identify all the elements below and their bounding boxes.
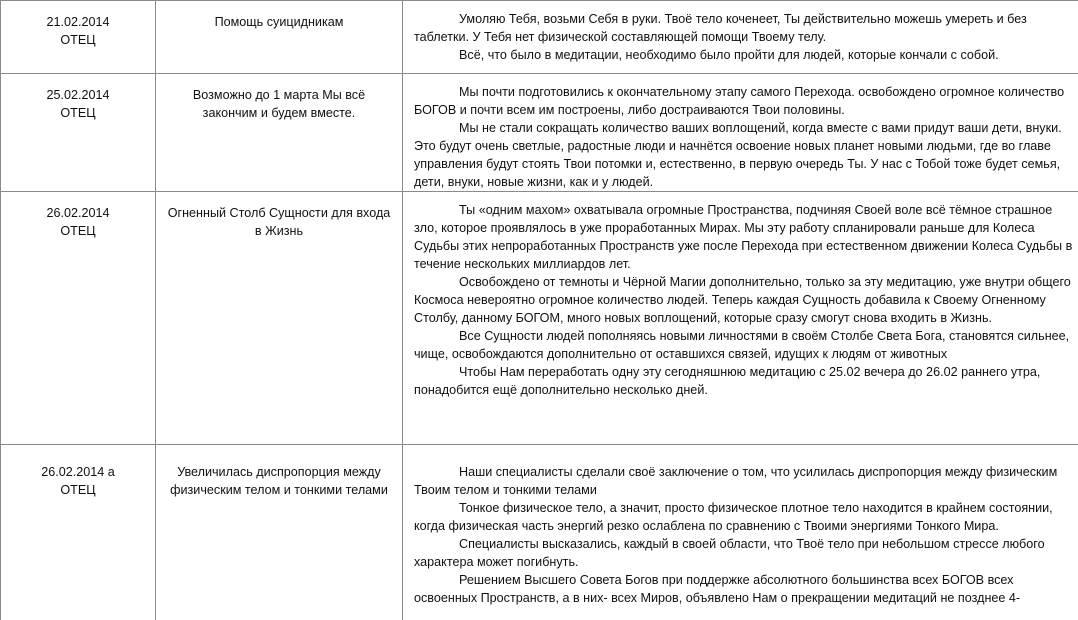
entry-author: ОТЕЦ (60, 224, 96, 238)
entry-date: 21.02.2014 (46, 15, 110, 29)
topic-cell (156, 1, 403, 74)
body-cell (403, 445, 1078, 620)
entry-topic: Возможно до 1 марта Мы всё закончим и будем вместе. (192, 88, 366, 120)
entry-paragraph: Освобождено от темноты и Чёрной Магии дополнительно, только за эту медитацию, уже внутри общего Космоса невероятно огромное количество людей. Теперь каждая Сущность добавила к Своему Огненному Столбу, данному БОГОМ, много новых воплощений, которые сразу смогут снова входить в Жизнь. (414, 275, 1071, 325)
entry-paragraph: Все Сущности людей пополняясь новыми личностями в своём Столбе Света Бога, становятся сильнее, чище, освобождаются дополнительно от оставшихся связей, идущих к людям от животных (414, 329, 1070, 361)
topic-cell (156, 74, 403, 192)
body-cell (403, 74, 1078, 192)
table-row (1, 445, 1078, 620)
entry-paragraph: Умоляю Тебя, возьми Себя в руки. Твоё тело коченеет, Ты действительно можешь умереть и без таблетки. У Тебя нет физической составляющей помощи Твоему телу. (414, 12, 1027, 44)
entry-author: ОТЕЦ (60, 483, 96, 497)
topic-cell (156, 192, 403, 445)
entry-topic: Помощь суицидникам (214, 15, 344, 29)
entry-paragraph: Наши специалисты сделали своё заключение о том, что усилилась диспропорция между физическим Твоим телом и тонкими телами (414, 465, 1058, 497)
date-cell (1, 1, 156, 74)
table-row (1, 1, 1078, 74)
body-cell (403, 192, 1078, 445)
entry-date: 25.02.2014 (46, 88, 110, 102)
entry-author: ОТЕЦ (60, 106, 96, 120)
topic-cell (156, 445, 403, 620)
entry-date: 26.02.2014 а (41, 465, 115, 479)
entry-paragraph: Чтобы Нам переработать одну эту сегодняшнюю медитацию с 25.02 вечера до 26.02 раннего утра, понадобится ещё дополнительно несколько дней. (414, 365, 1041, 397)
table-row (1, 192, 1078, 445)
entry-date: 26.02.2014 (46, 206, 110, 220)
date-cell (1, 192, 156, 445)
entry-paragraph: Тонкое физическое тело, а значит, просто физическое плотное тело находится в крайнем состоянии, когда физическая часть энергий резко ослаблена по сравнению с Твоими энергиями Тонкого Мира. (414, 501, 1053, 533)
entry-paragraph: Всё, что было в медитации, необходимо было пройти для людей, которые кончали с собой. (459, 48, 999, 62)
table-row (1, 74, 1078, 192)
body-cell (403, 1, 1078, 74)
entry-paragraph: Ты «одним махом» охватывала огромные Пространства, подчиняя Своей воле всё тёмное страшное зло, которое проявлялось в уже проработанных Мирах. Мы эту работу спланировали раньше для Колеса Судьбы этих непроработанных Пространств уже после Перехода при естественном движении Колеса Судьбы в течение нескольких миллиардов лет. (414, 203, 1073, 271)
entry-paragraph: Решением Высшего Совета Богов при поддержке абсолютного большинства всех БОГОВ всех освоенных Пространств, а в них- всех Миров, объявлено Нам о прекращении медитаций не позднее 4- (414, 573, 1021, 605)
date-cell (1, 445, 156, 620)
entry-author: ОТЕЦ (60, 33, 96, 47)
entry-topic: Огненный Столб Сущности для входа в Жизнь (167, 206, 391, 238)
entry-paragraph: Специалисты высказались, каждый в своей области, что Твоё тело при небольшом стрессе любого характера может погибнуть. (414, 537, 1045, 569)
entry-topic: Увеличилась диспропорция между физическим телом и тонкими телами (170, 465, 388, 497)
date-cell (1, 74, 156, 192)
entry-paragraph: Мы не стали сокращать количество ваших воплощений, когда вместе с вами придут ваши дети, внуки. Это будут очень светлые, радостные люди и начнётся освоение новых планет новыми людьми, где во главе управления будут стоять Твои потомки и, естественно, в первую очередь Ты. У нас с Тобой тоже будет семья, дети, внуки, новые жизни, как и у людей. (414, 121, 1062, 189)
entry-paragraph: Мы почти подготовились к окончательному этапу самого Перехода. освобождено огромное количество БОГОВ и почти всем им построены, либо достраиваются Твои половины. (414, 85, 1065, 117)
